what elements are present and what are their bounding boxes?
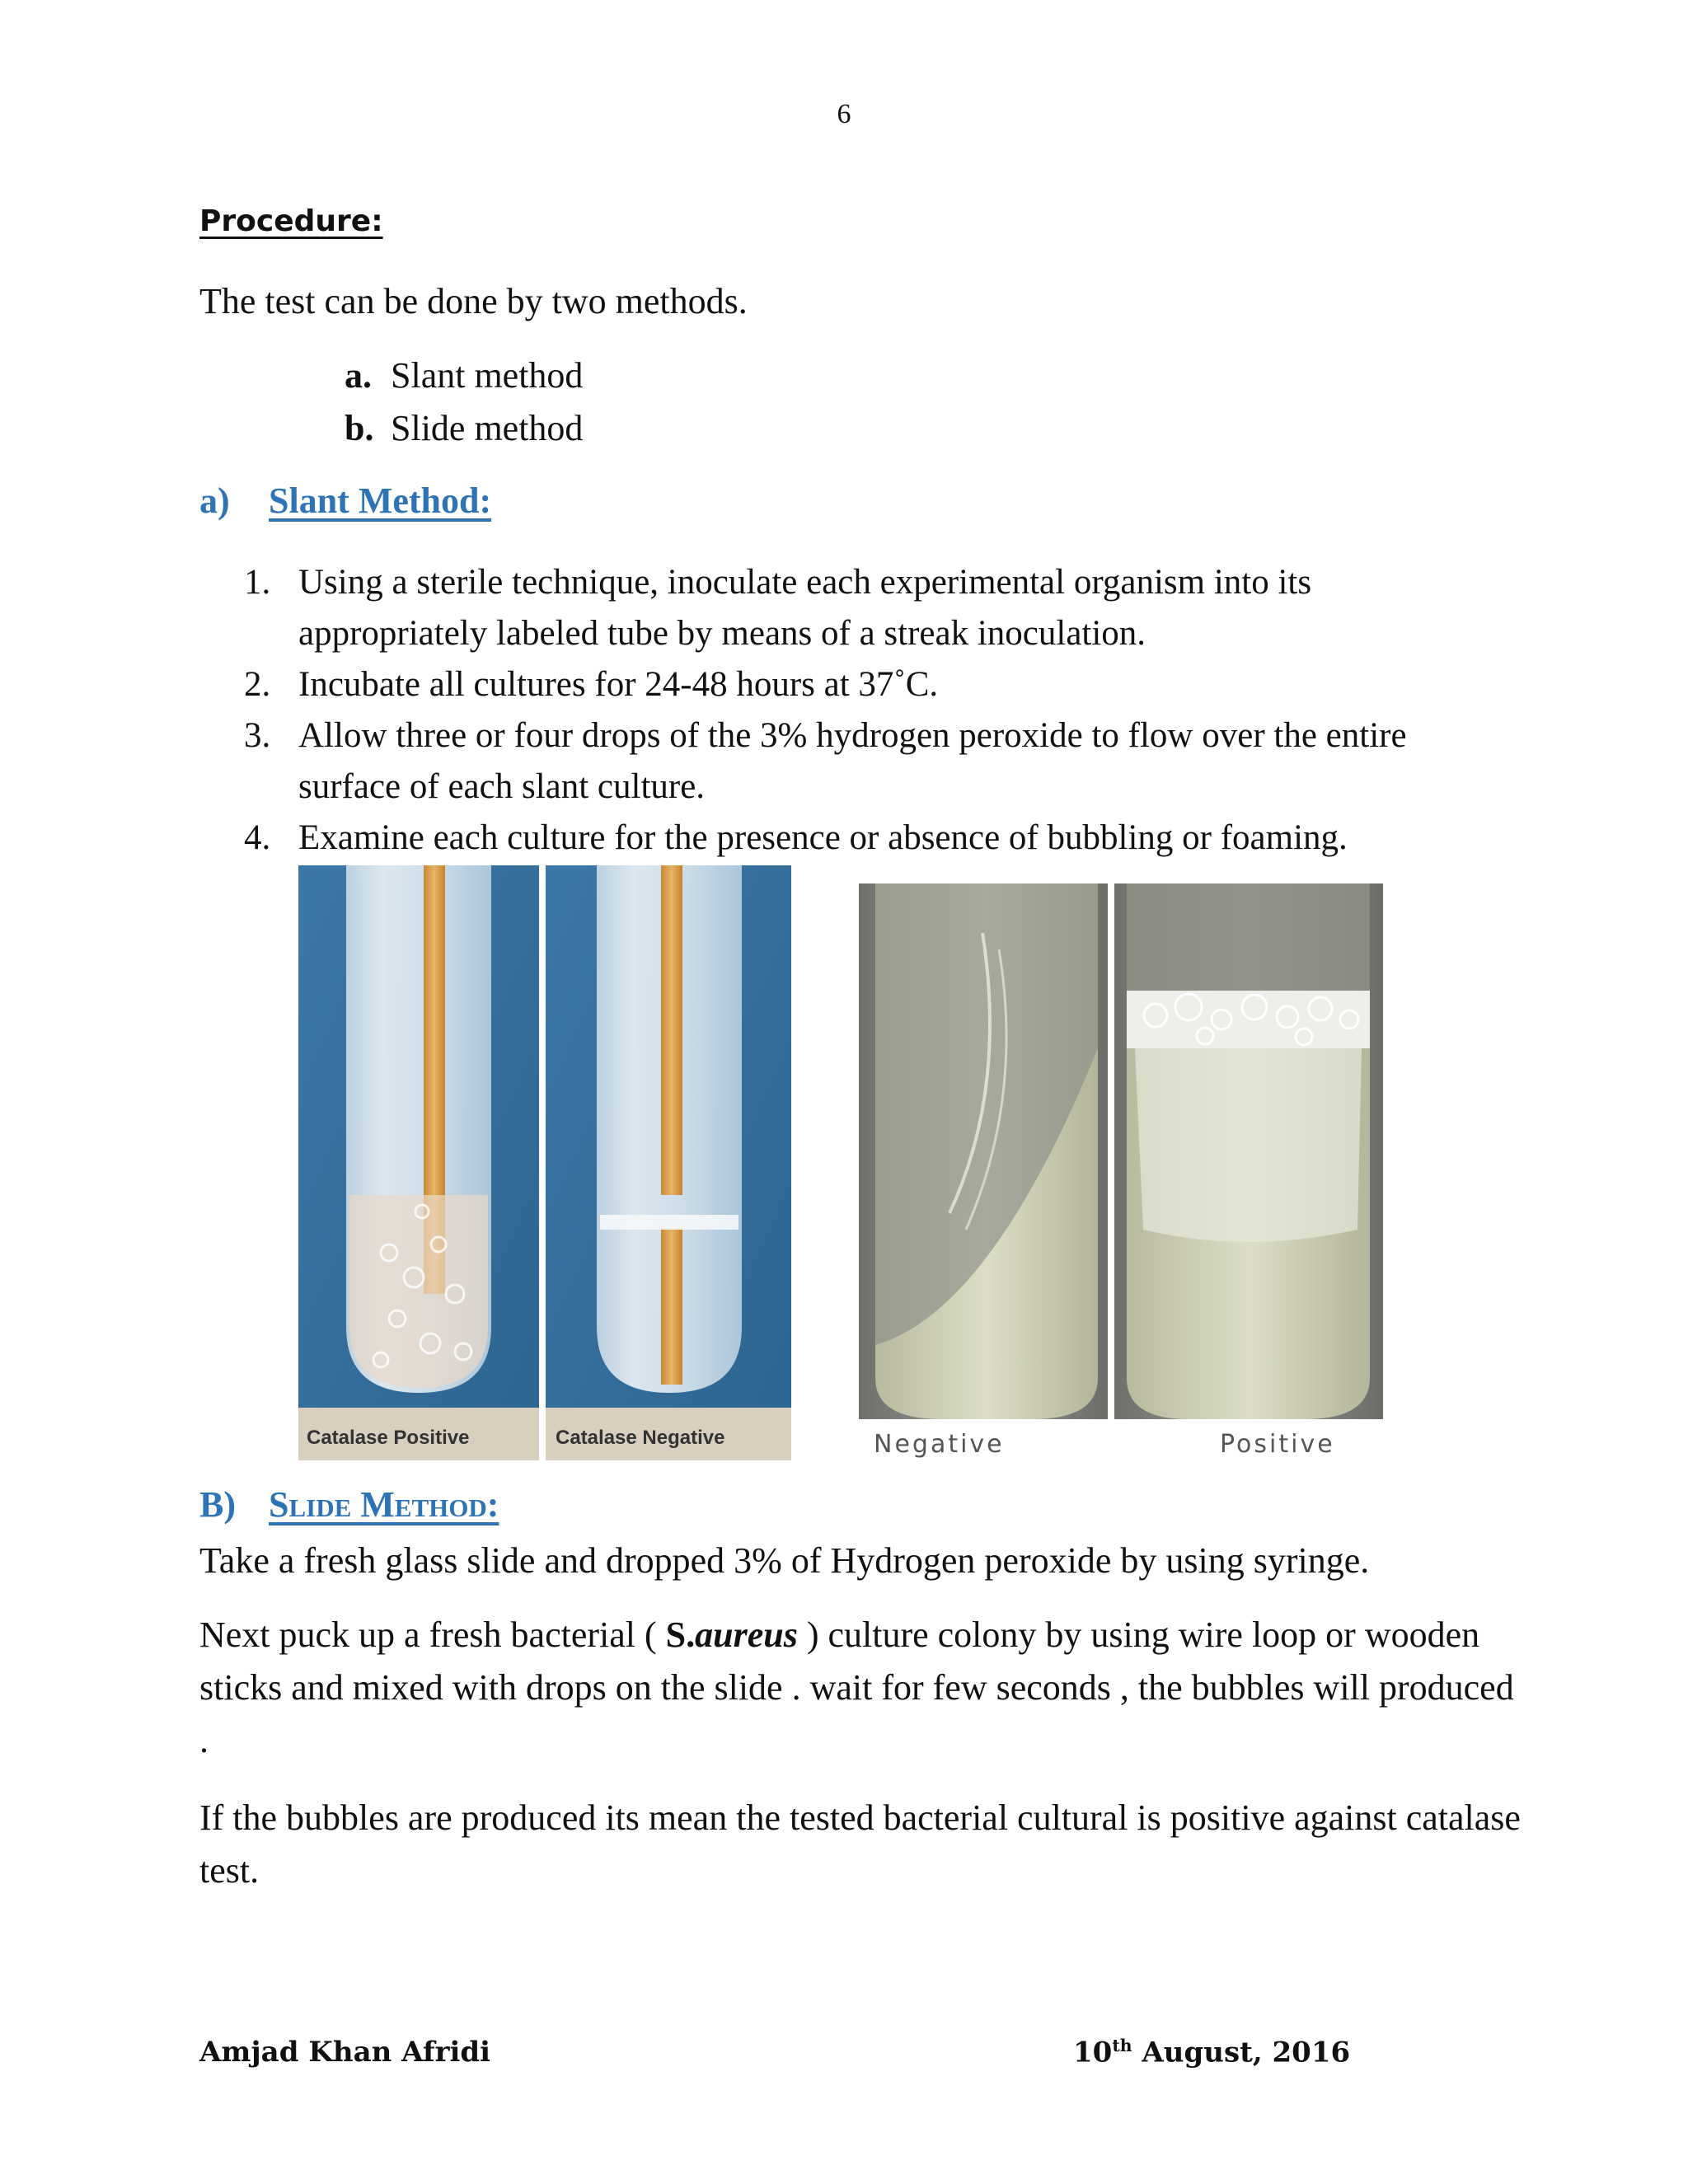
step-item <box>244 813 1497 864</box>
footer-author: Amjad Khan Afridi <box>199 2036 491 2069</box>
figure-right-label-negative: Negative <box>874 1430 1005 1459</box>
slant-steps-list <box>244 557 1497 864</box>
method-marker: b. <box>345 408 374 448</box>
step-number: 4. <box>244 818 271 857</box>
footer-date-rest: August, 2016 <box>1132 2036 1351 2069</box>
page-number: 6 <box>837 99 851 129</box>
intro-text: The test can be done by two methods. <box>199 281 748 321</box>
step-number: 1. <box>244 563 271 602</box>
slide-paragraph-2 <box>199 1609 1518 1767</box>
step-text: Examine each culture for the presence or absence of bubbling or foaming. <box>298 818 1348 857</box>
step-number: 3. <box>244 716 271 755</box>
slide-title: Slide Method: <box>269 1484 499 1525</box>
method-item <box>345 402 583 455</box>
footer-date-day: 10 <box>1073 2036 1113 2069</box>
slant-title: Slant Method: <box>269 480 492 521</box>
procedure-heading: Procedure: <box>199 204 383 238</box>
methods-list <box>345 349 583 455</box>
organism-genus: S. <box>665 1615 696 1655</box>
slant-marker: a) <box>199 480 230 521</box>
step-text: Incubate all cultures for 24-48 hours at 37˚C. <box>298 665 939 704</box>
method-label: Slide method <box>391 408 584 448</box>
organism-species: aureus <box>695 1615 798 1655</box>
slant-method-heading <box>199 480 491 522</box>
slide-marker: B) <box>199 1484 236 1525</box>
footer-date-suffix: th <box>1112 2036 1132 2055</box>
slide-method-heading <box>199 1483 499 1526</box>
slide-paragraph-3: If the bubbles are produced its mean the tested bacterial cultural is positive against catalase test. <box>199 1797 1521 1891</box>
step-item <box>244 710 1497 813</box>
figure-right-label-positive: Positive <box>1220 1430 1335 1459</box>
slide-paragraph-1: Take a fresh glass slide and dropped 3% of Hydrogen peroxide by using syringe. <box>199 1540 1370 1581</box>
step-item <box>244 557 1497 659</box>
figure-left-label-positive: Catalase Positive <box>307 1427 470 1449</box>
para2-after: ) culture colony by using wire loop or wooden sticks and mixed with drops on the slide . wait for few seconds , the bubbles will produced . <box>199 1615 1514 1760</box>
para2-before: Next puck up a fresh bacterial ( <box>199 1615 666 1655</box>
footer-date <box>1073 2036 1350 2069</box>
catalase-tubes-photo <box>298 865 791 1460</box>
method-marker: a. <box>345 355 372 396</box>
step-item <box>244 659 1497 710</box>
method-item <box>345 349 583 402</box>
step-number: 2. <box>244 665 271 704</box>
figure-left-label-negative: Catalase Negative <box>556 1427 725 1449</box>
negative-positive-tubes-photo <box>859 883 1386 1460</box>
step-text: Allow three or four drops of the 3% hydrogen peroxide to flow over the entire surface of each slant culture. <box>298 716 1407 806</box>
step-text: Using a sterile technique, inoculate each experimental organism into its appropriately labeled tube by means of a streak inoculation. <box>298 563 1312 653</box>
method-label: Slant method <box>391 355 584 396</box>
